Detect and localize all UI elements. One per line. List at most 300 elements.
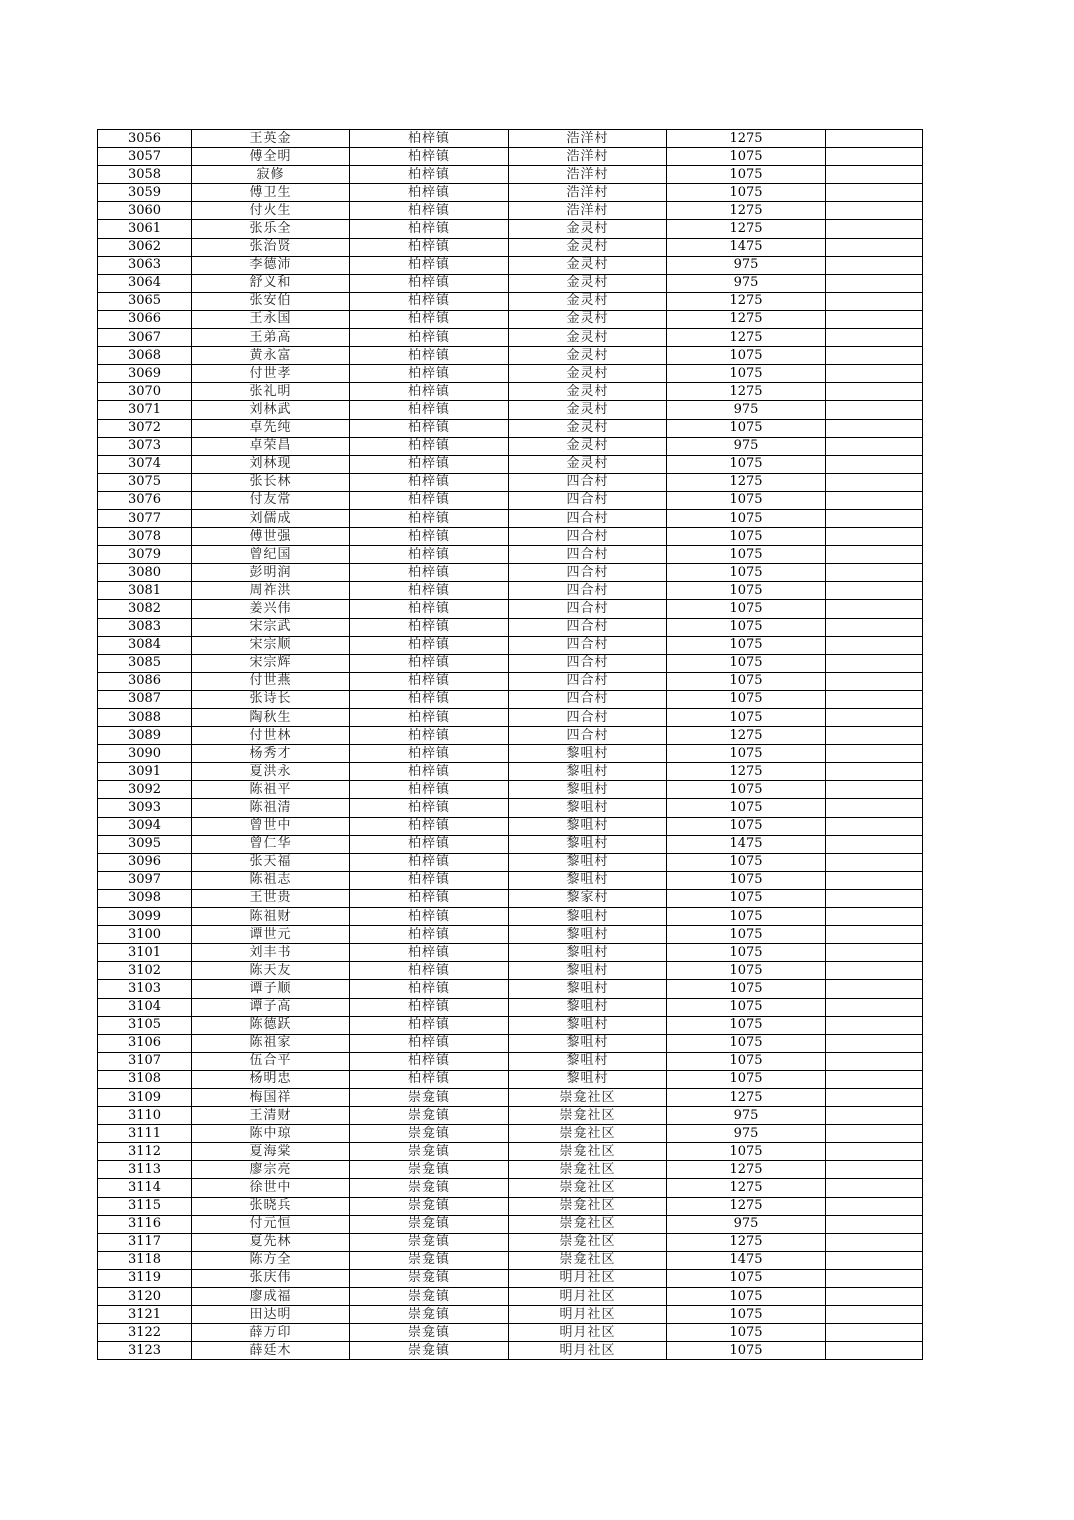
remark-cell [826,926,923,944]
remark-cell [826,709,923,727]
remark-cell [826,274,923,292]
table-row [98,256,923,274]
village-cell: 黎咀村 [509,1052,667,1070]
remark-cell [826,1052,923,1070]
name-cell: 夏海棠 [192,1143,350,1161]
village-cell: 四合村 [509,564,667,582]
table-row [98,1016,923,1034]
row-number-cell: 3073 [98,437,192,455]
amount-cell: 1275 [667,1161,826,1179]
village-cell: 黎咀村 [509,998,667,1016]
row-number-cell: 3111 [98,1125,192,1143]
row-number-cell: 3115 [98,1197,192,1215]
amount-cell: 1075 [667,1052,826,1070]
name-cell: 薛万印 [192,1324,350,1342]
remark-cell [826,636,923,654]
table-row [98,1034,923,1052]
village-cell: 四合村 [509,654,667,672]
village-cell: 明月社区 [509,1324,667,1342]
town-cell: 柏梓镇 [350,292,509,310]
amount-cell: 1075 [667,1070,826,1088]
name-cell: 廖宗亮 [192,1161,350,1179]
name-cell: 陈方全 [192,1251,350,1269]
table-row [98,148,923,166]
row-number-cell: 3098 [98,889,192,907]
remark-cell [826,1324,923,1342]
town-cell: 柏梓镇 [350,709,509,727]
town-cell: 柏梓镇 [350,238,509,256]
name-cell: 王弟高 [192,329,350,347]
name-cell: 姜兴伟 [192,600,350,618]
table-row [98,1088,923,1106]
amount-cell: 1075 [667,491,826,509]
row-number-cell: 3067 [98,329,192,347]
name-cell: 付世孝 [192,365,350,383]
remark-cell [826,781,923,799]
town-cell: 柏梓镇 [350,473,509,491]
name-cell: 刘丰书 [192,944,350,962]
amount-cell: 1075 [667,1269,826,1287]
table-row [98,908,923,926]
table-row [98,980,923,998]
town-cell: 崇龛镇 [350,1324,509,1342]
row-number-cell: 3122 [98,1324,192,1342]
town-cell: 柏梓镇 [350,1016,509,1034]
town-cell: 柏梓镇 [350,654,509,672]
table-row [98,1052,923,1070]
table-row [98,817,923,835]
amount-cell: 975 [667,256,826,274]
name-cell: 陈祖财 [192,908,350,926]
table-row [98,546,923,564]
amount-cell: 1075 [667,528,826,546]
town-cell: 崇龛镇 [350,1269,509,1287]
village-cell: 四合村 [509,473,667,491]
remark-cell [826,582,923,600]
village-cell: 黎咀村 [509,962,667,980]
amount-cell: 975 [667,401,826,419]
village-cell: 四合村 [509,582,667,600]
table-row [98,1269,923,1287]
table-row [98,1324,923,1342]
town-cell: 崇龛镇 [350,1161,509,1179]
village-cell: 金灵村 [509,274,667,292]
remark-cell [826,853,923,871]
amount-cell: 1075 [667,347,826,365]
town-cell: 崇龛镇 [350,1215,509,1233]
village-cell: 黎咀村 [509,799,667,817]
name-cell: 王永国 [192,310,350,328]
village-cell: 黎咀村 [509,944,667,962]
amount-cell: 1075 [667,600,826,618]
table-row [98,1125,923,1143]
village-cell: 明月社区 [509,1342,667,1360]
table-row [98,582,923,600]
amount-cell: 1075 [667,1288,826,1306]
remark-cell [826,166,923,184]
table-row [98,727,923,745]
town-cell: 崇龛镇 [350,1179,509,1197]
amount-cell: 1075 [667,926,826,944]
remark-cell [826,202,923,220]
name-cell: 薛廷木 [192,1342,350,1360]
row-number-cell: 3099 [98,908,192,926]
village-cell: 黎咀村 [509,745,667,763]
village-cell: 黎咀村 [509,926,667,944]
remark-cell [826,310,923,328]
row-number-cell: 3076 [98,491,192,509]
table-row [98,1215,923,1233]
row-number-cell: 3109 [98,1088,192,1106]
village-cell: 黎咀村 [509,1034,667,1052]
village-cell: 黎咀村 [509,763,667,781]
row-number-cell: 3085 [98,654,192,672]
table-row [98,419,923,437]
row-number-cell: 3088 [98,709,192,727]
name-cell: 王清财 [192,1107,350,1125]
amount-cell: 1075 [667,980,826,998]
row-number-cell: 3086 [98,672,192,690]
name-cell: 傅全明 [192,148,350,166]
name-cell: 杨秀才 [192,745,350,763]
table-row [98,1251,923,1269]
table-row [98,383,923,401]
amount-cell: 1075 [667,781,826,799]
row-number-cell: 3094 [98,817,192,835]
village-cell: 崇龛社区 [509,1107,667,1125]
name-cell: 曾纪国 [192,546,350,564]
table-row [98,889,923,907]
row-number-cell: 3110 [98,1107,192,1125]
row-number-cell: 3093 [98,799,192,817]
town-cell: 柏梓镇 [350,1070,509,1088]
table-row [98,1197,923,1215]
amount-cell: 1075 [667,871,826,889]
remark-cell [826,509,923,527]
name-cell: 张庆伟 [192,1269,350,1287]
name-cell: 刘儒成 [192,509,350,527]
name-cell: 傅世强 [192,528,350,546]
amount-cell: 1475 [667,1251,826,1269]
remark-cell [826,889,923,907]
name-cell: 寂修 [192,166,350,184]
name-cell: 徐世中 [192,1179,350,1197]
row-number-cell: 3084 [98,636,192,654]
town-cell: 柏梓镇 [350,745,509,763]
remark-cell [826,835,923,853]
name-cell: 彭明润 [192,564,350,582]
village-cell: 崇龛社区 [509,1179,667,1197]
table-row [98,509,923,527]
village-cell: 四合村 [509,491,667,509]
name-cell: 张晓兵 [192,1197,350,1215]
village-cell: 黎咀村 [509,853,667,871]
row-number-cell: 3070 [98,383,192,401]
remark-cell [826,1215,923,1233]
remark-cell [826,980,923,998]
table-row [98,853,923,871]
name-cell: 付世林 [192,727,350,745]
remark-cell [826,618,923,636]
table-row [98,654,923,672]
row-number-cell: 3063 [98,256,192,274]
name-cell: 谭子顺 [192,980,350,998]
remark-cell [826,944,923,962]
table-row [98,690,923,708]
town-cell: 柏梓镇 [350,329,509,347]
name-cell: 谭世元 [192,926,350,944]
remark-cell [826,401,923,419]
remark-cell [826,1197,923,1215]
name-cell: 曾世中 [192,817,350,835]
remark-cell [826,347,923,365]
table-row [98,871,923,889]
village-cell: 四合村 [509,546,667,564]
table-row [98,600,923,618]
row-number-cell: 3056 [98,130,192,148]
village-cell: 黎咀村 [509,835,667,853]
town-cell: 柏梓镇 [350,274,509,292]
village-cell: 黎咀村 [509,781,667,799]
amount-cell: 975 [667,1125,826,1143]
village-cell: 崇龛社区 [509,1143,667,1161]
amount-cell: 1075 [667,709,826,727]
name-cell: 张安伯 [192,292,350,310]
table-row [98,962,923,980]
village-cell: 明月社区 [509,1269,667,1287]
town-cell: 柏梓镇 [350,365,509,383]
name-cell: 李德沛 [192,256,350,274]
town-cell: 柏梓镇 [350,1034,509,1052]
village-cell: 浩洋村 [509,184,667,202]
village-cell: 金灵村 [509,310,667,328]
town-cell: 柏梓镇 [350,926,509,944]
town-cell: 柏梓镇 [350,889,509,907]
town-cell: 柏梓镇 [350,727,509,745]
name-cell: 黄永富 [192,347,350,365]
row-number-cell: 3090 [98,745,192,763]
table-row [98,292,923,310]
name-cell: 夏先林 [192,1233,350,1251]
village-cell: 四合村 [509,636,667,654]
village-cell: 黎家村 [509,889,667,907]
town-cell: 柏梓镇 [350,980,509,998]
remark-cell [826,1125,923,1143]
row-number-cell: 3121 [98,1306,192,1324]
town-cell: 柏梓镇 [350,817,509,835]
name-cell: 宋宗武 [192,618,350,636]
village-cell: 金灵村 [509,238,667,256]
name-cell: 陈祖家 [192,1034,350,1052]
amount-cell: 1275 [667,1179,826,1197]
remark-cell [826,220,923,238]
remark-cell [826,690,923,708]
amount-cell: 1275 [667,220,826,238]
name-cell: 付友常 [192,491,350,509]
village-cell: 四合村 [509,709,667,727]
remark-cell [826,184,923,202]
row-number-cell: 3077 [98,509,192,527]
table-row [98,220,923,238]
row-number-cell: 3108 [98,1070,192,1088]
row-number-cell: 3097 [98,871,192,889]
row-number-cell: 3057 [98,148,192,166]
table-row [98,491,923,509]
row-number-cell: 3074 [98,455,192,473]
table-row [98,672,923,690]
row-number-cell: 3078 [98,528,192,546]
row-number-cell: 3064 [98,274,192,292]
name-cell: 陈祖清 [192,799,350,817]
name-cell: 宋宗辉 [192,654,350,672]
amount-cell: 1075 [667,690,826,708]
name-cell: 陈祖志 [192,871,350,889]
town-cell: 柏梓镇 [350,491,509,509]
table-row [98,1107,923,1125]
village-cell: 黎咀村 [509,908,667,926]
town-cell: 崇龛镇 [350,1342,509,1360]
row-number-cell: 3123 [98,1342,192,1360]
row-number-cell: 3075 [98,473,192,491]
table-row [98,202,923,220]
row-number-cell: 3092 [98,781,192,799]
row-number-cell: 3071 [98,401,192,419]
town-cell: 柏梓镇 [350,871,509,889]
town-cell: 柏梓镇 [350,166,509,184]
remark-cell [826,365,923,383]
amount-cell: 1075 [667,853,826,871]
town-cell: 柏梓镇 [350,690,509,708]
town-cell: 柏梓镇 [350,763,509,781]
amount-cell: 1075 [667,1306,826,1324]
village-cell: 金灵村 [509,220,667,238]
table-row [98,437,923,455]
amount-cell: 1275 [667,329,826,347]
village-cell: 四合村 [509,509,667,527]
town-cell: 柏梓镇 [350,437,509,455]
table-row [98,1233,923,1251]
village-cell: 四合村 [509,600,667,618]
table-row [98,310,923,328]
amount-cell: 975 [667,1215,826,1233]
town-cell: 柏梓镇 [350,564,509,582]
amount-cell: 1275 [667,1197,826,1215]
table-row [98,1179,923,1197]
table-row [98,998,923,1016]
village-cell: 明月社区 [509,1306,667,1324]
village-cell: 金灵村 [509,256,667,274]
remark-cell [826,600,923,618]
village-cell: 崇龛社区 [509,1125,667,1143]
town-cell: 柏梓镇 [350,799,509,817]
town-cell: 柏梓镇 [350,908,509,926]
remark-cell [826,1179,923,1197]
table-row [98,401,923,419]
name-cell: 付火生 [192,202,350,220]
town-cell: 崇龛镇 [350,1306,509,1324]
table-row [98,835,923,853]
village-cell: 四合村 [509,672,667,690]
table-row [98,365,923,383]
village-cell: 四合村 [509,528,667,546]
town-cell: 柏梓镇 [350,618,509,636]
village-cell: 金灵村 [509,383,667,401]
table-row [98,473,923,491]
town-cell: 柏梓镇 [350,310,509,328]
row-number-cell: 3069 [98,365,192,383]
table-row [98,709,923,727]
town-cell: 崇龛镇 [350,1125,509,1143]
table-row [98,564,923,582]
row-number-cell: 3081 [98,582,192,600]
remark-cell [826,1233,923,1251]
table-row [98,329,923,347]
amount-cell: 1275 [667,310,826,328]
row-number-cell: 3096 [98,853,192,871]
table-body [98,130,923,1360]
amount-cell: 1275 [667,727,826,745]
amount-cell: 1075 [667,1342,826,1360]
name-cell: 张天福 [192,853,350,871]
row-number-cell: 3101 [98,944,192,962]
town-cell: 崇龛镇 [350,1197,509,1215]
amount-cell: 1075 [667,365,826,383]
village-cell: 明月社区 [509,1288,667,1306]
amount-cell: 1075 [667,636,826,654]
remark-cell [826,727,923,745]
village-cell: 崇龛社区 [509,1088,667,1106]
name-cell: 陈祖平 [192,781,350,799]
village-cell: 金灵村 [509,419,667,437]
name-cell: 宋宗顺 [192,636,350,654]
remark-cell [826,654,923,672]
remark-cell [826,1161,923,1179]
row-number-cell: 3106 [98,1034,192,1052]
amount-cell: 1075 [667,799,826,817]
amount-cell: 1075 [667,618,826,636]
town-cell: 柏梓镇 [350,944,509,962]
town-cell: 柏梓镇 [350,184,509,202]
village-cell: 金灵村 [509,401,667,419]
name-cell: 刘林武 [192,401,350,419]
row-number-cell: 3120 [98,1288,192,1306]
amount-cell: 1075 [667,1016,826,1034]
amount-cell: 1075 [667,509,826,527]
amount-cell: 1275 [667,1233,826,1251]
amount-cell: 1475 [667,835,826,853]
village-cell: 金灵村 [509,455,667,473]
amount-cell: 975 [667,274,826,292]
town-cell: 柏梓镇 [350,401,509,419]
remark-cell [826,745,923,763]
town-cell: 崇龛镇 [350,1088,509,1106]
remark-cell [826,763,923,781]
remark-cell [826,419,923,437]
amount-cell: 1075 [667,745,826,763]
remark-cell [826,799,923,817]
table-row [98,745,923,763]
town-cell: 崇龛镇 [350,1251,509,1269]
row-number-cell: 3104 [98,998,192,1016]
amount-cell: 1075 [667,672,826,690]
row-number-cell: 3112 [98,1143,192,1161]
remark-cell [826,1016,923,1034]
row-number-cell: 3082 [98,600,192,618]
remark-cell [826,817,923,835]
name-cell: 张礼明 [192,383,350,401]
amount-cell: 1075 [667,1034,826,1052]
remark-cell [826,1143,923,1161]
